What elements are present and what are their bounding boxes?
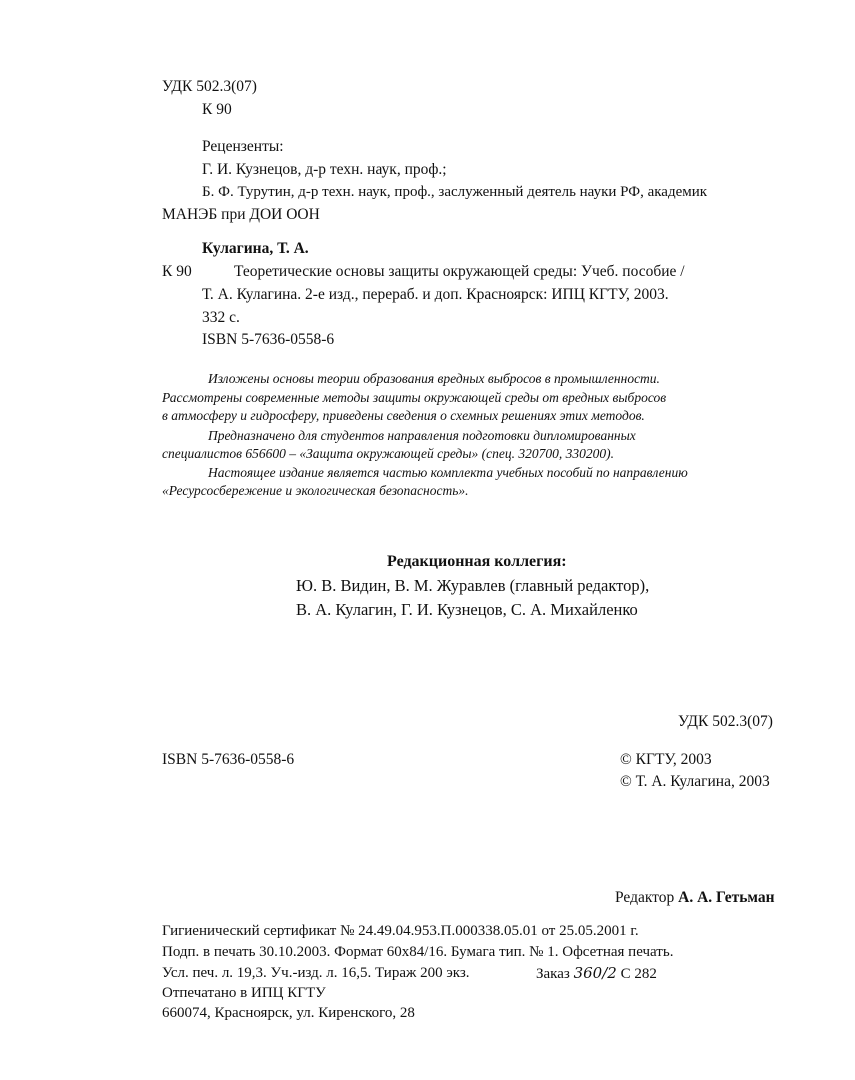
editor-label: Редактор [615, 889, 675, 906]
copyright-author: © Т. А. Кулагина, 2003 [620, 773, 770, 790]
imprint-address: 660074, Красноярск, ул. Киренского, 28 [162, 1005, 415, 1021]
reviewer-2-line-2: МАНЭБ при ДОИ ООН [162, 206, 320, 223]
editor-credit [615, 889, 775, 908]
book-isbn: ISBN 5-7636-0558-6 [202, 331, 335, 348]
annotation-line-3: в атмосферу и гидросферу, приведены сведения о схемных решениях этих методов. [162, 408, 645, 423]
board-members-line-2: В. А. Кулагин, Г. И. Кузнецов, С. А. Михайленко [296, 600, 638, 619]
annotation-line-5: специалистов 656600 – «Защита окружающей среды» (спец. 320700, 330200). [162, 446, 614, 461]
isbn-bottom: ISBN 5-7636-0558-6 [162, 751, 295, 768]
annotation-line-6: Настоящее издание является частью комплекта учебных пособий по направлению [208, 465, 688, 480]
book-author: Кулагина, Т. А. [202, 240, 309, 257]
board-members-line-1: Ю. В. Видин, В. М. Журавлев (главный редактор), [296, 576, 650, 595]
annotation-line-1: Изложены основы теории образования вредных выбросов в промышленности. [208, 371, 660, 386]
imprint-printed-at: Отпечатано в ИПЦ КГТУ [162, 985, 326, 1001]
imprint-certificate: Гигиенический сертификат № 24.49.04.953.П.000338.05.01 от 25.05.2001 г. [162, 923, 639, 939]
imprint-sheets: Усл. печ. л. 19,3. Уч.-изд. л. 16,5. Тираж 200 экз. [162, 965, 470, 981]
imprint-print-details: Подп. в печать 30.10.2003. Формат 60х84/16. Бумага тип. № 1. Офсетная печать. [162, 944, 674, 960]
reviewer-2-line-1: Б. Ф. Турутин, д-р техн. наук, проф., заслуженный деятель науки РФ, академик [202, 184, 708, 200]
order-number: 360/2 [573, 964, 617, 982]
order-code: С 282 [620, 966, 657, 982]
annotation-line-7: «Ресурсосбережение и экологическая безопасность». [162, 483, 469, 498]
book-code: К 90 [162, 263, 192, 280]
editor-name: А. А. Гетьман [678, 889, 775, 906]
book-pages: 332 с. [202, 309, 240, 326]
copyright-publisher: © КГТУ, 2003 [620, 751, 712, 768]
reviewers-heading: Рецензенты: [202, 138, 284, 155]
udk-code: УДК 502.3(07) [162, 78, 257, 95]
udk-code-bottom: УДК 502.3(07) [678, 713, 773, 730]
imprint-order [536, 964, 657, 983]
author-mark: К 90 [202, 101, 232, 118]
book-title-line-2: Т. А. Кулагина. 2-е изд., перераб. и доп. Красноярск: ИПЦ КГТУ, 2003. [202, 286, 669, 303]
order-label: Заказ [536, 966, 570, 982]
book-title-line-1: Теоретические основы защиты окружающей среды: Учеб. пособие / [234, 263, 685, 280]
annotation-line-4: Предназначено для студентов направления подготовки дипломированных [208, 428, 636, 443]
reviewer-1: Г. И. Кузнецов, д-р техн. наук, проф.; [202, 161, 447, 178]
board-heading: Редакционная коллегия: [387, 553, 567, 570]
annotation-line-2: Рассмотрены современные методы защиты окружающей среды от вредных выбросов [162, 390, 667, 405]
